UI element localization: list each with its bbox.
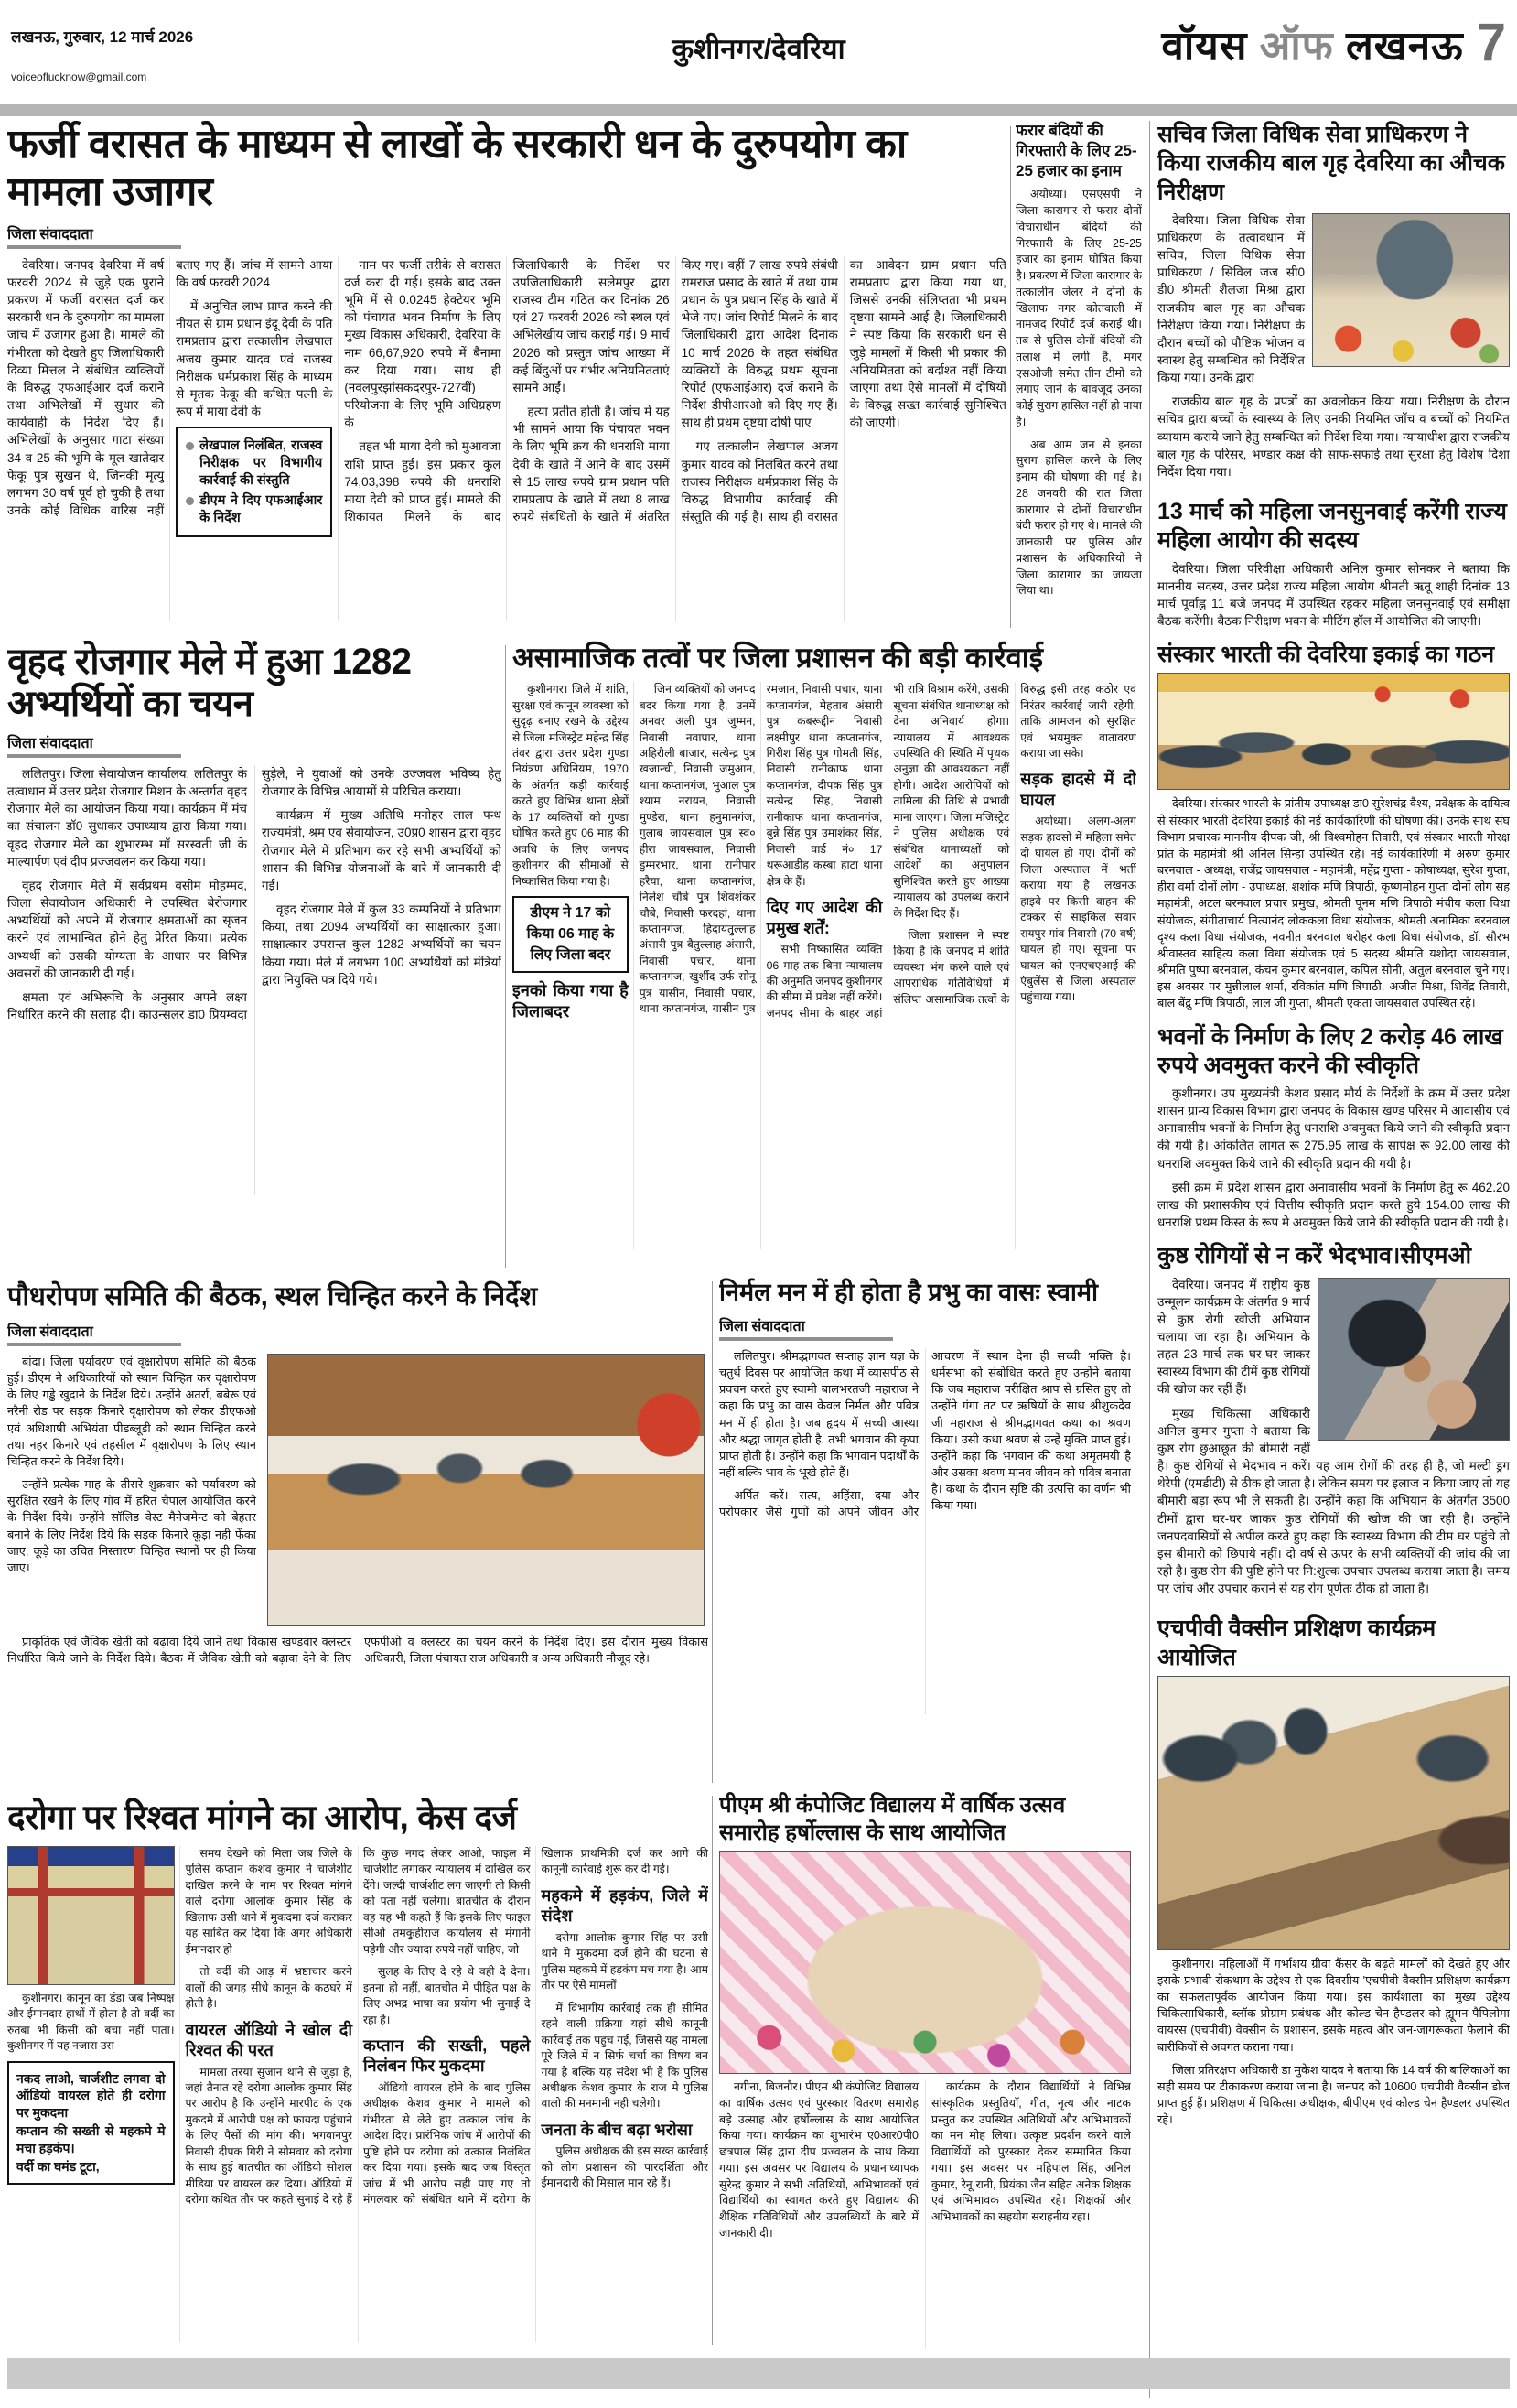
article-paragraph: नाम पर फर्जी तरीके से वरासत दर्ज करा दी गई। इसके बाद उक्त भूमि में से 0.0245 हेक्टेयर भूमि को पंचायत भवन निर्माण के लिए मुख्य विकास अधिकारी, देवरिया के नाम 66,67,920 रुपये में बैनामा कर दिया गया। साथ ही (नवलपुरझांसकदरपुर-727वीं) परियोजना के लिए भूमि अधिग्रहण के	[344, 257, 501, 430]
article-paragraph: वृहद रोजगार मेले में सर्वप्रथम वसीम मोहम्मद, जिला सेवायोजन अधिकारी ने उपस्थित बेरोजगार अभ्यर्थियों को अपने में रोजगार क्षमताओं का सृजन करने एवं लाभान्वित होने हेतु प्रेरित किया। प्रत्येक अभ्यर्थी को उसकी योग्यता के आधार पर विभिन्न अवसरों की जानकारी दी गई।	[7, 878, 247, 980]
article-gunda	[512, 641, 1136, 1270]
footer-rule	[7, 2358, 1510, 2389]
article-paragraph: देवरिया। जिला परिवीक्षा अधिकारी अनिल कुमार सोनकर ने बताया कि माननीय सदस्य, उत्तर प्रदेश राज्य महिला आयोग श्रीमती ऋतू शाही दिनांक 13 मार्च पूर्वाह्न 11 बजे जनपद में उपस्थित रहकर महिला जनसुनवाई एवं समीक्षा बैठक करेंगी। बैठक निरीक्षण भवन के मीटिंग हॉल में आयोजित की जाएगी।	[1157, 561, 1510, 629]
article-paragraph: ऑडियो वायरल होने के बाद पुलिस अधीक्षक केशव कुमार ने मामले को गंभीरता से लेते हुए तत्काल जांच के आदेश दिए। प्रारंभिक जांच में आरोपों की पुष्टि होने पर दरोगा को तत्काल निलंबित कर दिया गया। इसके बाद जब विस्तृत जांच में भी आरोप सही पाए गए तो मंगलवार को संबंधित थाने में दरोगा के खिलाफ प्राथमिकी दर्ज कर आगे की कानूनी कार्रवाई शुरू कर दी गई।	[363, 1847, 708, 2207]
subheadline: दिए गए आदेश की प्रमुख शर्तें:	[766, 898, 883, 937]
article-paragraph: नगीना, बिजनौर। पीएम श्री कंपोजिट विद्यालय का वार्षिक उत्सव एवं पुरस्कार वितरण समारोह बड़े उत्साह और हर्षोल्लास के साथ आयोजित किया गया। कार्यक्रम का शुभारंभ ए0आर0पी0 छत्रपाल सिंह द्वारा दीप प्रज्वलन के साथ किया गया। इस अवसर पर विद्यालय के प्रधानाध्यापक सुरेन्द्र कुमार ने सभी अतिथियों, अभिभावकों एवं विद्यार्थियों का स्वागत करते हुए विद्यालय की शैक्षिक गतिविधियों और उपलब्धियों के बारे में जानकारी दी।	[719, 2080, 919, 2240]
section-title: कुशीनगर/देवरिया	[672, 33, 845, 65]
page-number: 7	[1476, 13, 1506, 72]
article-paragraph: तो वर्दी की आड़ में भ्रष्टाचार करने वालों की जगह सीधे कानून के कठघरे में होती है।	[185, 1965, 352, 2011]
police-station-photo	[7, 1846, 175, 1985]
article-paragraph: देवरिया। संस्कार भारती के प्रांतीय उपाध्यक्ष डा0 सुरेशचंद्र वैश्य, प्रवेक्षक के दायित्व से संस्कार भारती देवरिया इकाई की नई कार्यकारिणी की घोषणा की। उनके साथ संघ विभाग प्रचारक माननीय दीपक जी, श्री विश्वमोहन तिवारी, एवं संस्कार भारती गोरक्ष प्रांत के महामंत्री श्री अनिल सिन्हा उपस्थित रहे। नई कार्यकारिणी में अरुण कुमार बरनवाल - अध्यक्ष, राजेंद्र जायसवाल - महामंत्री, महेंद्र गुप्ता - कोषाध्यक्ष, सुरेश गुप्ता, हीरा वर्मा दोनों लोग - उपाध्यक्ष, शशांक मणि त्रिपाठी, कृष्णमोहन गुप्ता दोनों लोग सह महामंत्री, अटल बरनवाल प्रचार प्रमुख, श्रीमती पूनम मणि त्रिपाठी मंचीय कला विधा संयोजक, संगीताचार्य नित्यानंद लोककला विधा संयोजक, श्रीमती अनामिका बरनवाल दृश्य कला विधा संयोजक, नवनीत बरनवाल धरोहर कला विधा संयोजक, डॉ. सौरभ श्रीवास्तव साहित्य कला विधा संयोजक एवं 5 सदस्य श्रीमति यशोदा जायसवाल, श्रीमति पुष्पा बरनवाल, कंचन कुमार बरनवाल, कपिल सोनी, अतुल बरनवाल चुने गए। इस अवसर पर मुन्नीलाल शर्मा, रविकांत मणि त्रिपाठी, अजीत मिश्रा, शिवेंद्र तिवारी, बाल बेंद्रु मणि त्रिपाठी, लाल जी गुप्ता, श्रीमती एकता जायसवाल उपस्थित रहे।	[1157, 796, 1510, 1010]
byline-rule	[7, 1343, 181, 1346]
highlight-box: डीएम ने 17 को किया 06 माह के लिए जिला बदर	[512, 896, 629, 973]
subheadline: कप्तान की सख्ती, पहले निलंबन फिर मुकदमा	[363, 2035, 531, 2076]
sanskar-photo	[1157, 673, 1510, 790]
article-paragraph: देवरिया। जनपद में राष्ट्रीय कुष्ठ उन्मूलन कार्यक्रम के अंतर्गत 9 मार्च से कुष्ठ रोगी खोजी अभियान चलाया जा रहा है। अभियान के तहत 23 मार्च तक घर-घर जाकर स्वास्थ्य विभाग की टीमें कुष्ठ रोगियों की खोज कर रहीं हैं।	[1157, 1277, 1310, 1397]
byline: जिला संवाददाता	[7, 1324, 93, 1340]
article-funds	[1157, 1023, 1510, 1232]
highlight-item: लेखपाल निलंबित, राजस्व निरीक्षक पर विभागीय कार्रवाई की संस्तुति	[186, 437, 322, 490]
highlight-box	[176, 427, 332, 537]
leprosy-photo	[1318, 1278, 1510, 1441]
article-paragraph: जिला प्रतिरक्षण अधिकारी डा मुकेश यादव ने बताया कि 14 वर्ष की बालिकाओं का सही समय पर टीकाकरण कराया जाना है। जनपद को 10600 एचपीवी वैक्सीन डोज प्राप्त हुई हैं। प्रशिक्षण में चिकित्सा अधीक्षक, बीपीएम एवं कोल्ड चेन हैण्डलर उपस्थित रहे।	[1157, 2062, 1510, 2127]
article-paragraph: जिला प्रशासन ने स्पष्ट किया है कि जनपद में शांति व्यवस्था भंग करने वाले एवं आपराधिक गतिविधियों में संलिप्त असामाजिक तत्वों के विरुद्ध इसी तरह कठोर एवं निरंतर कार्रवाई जारी रहेगी, ताकि आमजन को सुरक्षित एवं भयमुक्त वातावरण कराया जा सके।	[893, 683, 1136, 1006]
article-rojgar	[7, 641, 501, 1270]
contact-email: voiceoflucknow@gmail.com	[11, 70, 147, 83]
page-header	[11, 9, 1506, 101]
date-line: लखनऊ, गुरुवार, 12 मार्च 2026	[11, 28, 194, 46]
headline: पौधरोपण समिति की बैठक, स्थल चिन्हित करने के निर्देश	[7, 1282, 538, 1312]
inspection-photo	[1312, 213, 1510, 367]
masthead	[1161, 13, 1506, 72]
article-paragraph: इसी क्रम में प्रदेश शासन द्वारा अनावासीय भवनों के निर्माण हेतु रू 462.20 लाख की प्रशासकीय एवं वित्तीय स्वीकृति प्रदान करते हुये 154.00 लाख की धनराशि प्रथम किस्त के रूप मे अवमुक्त किये जाने की स्वीकृति प्रदान की गयी है।	[1157, 1180, 1510, 1230]
article-paragraph: अयोध्या। अलग-अलग सड़क हादसों में महिला समेत दो घायल हो गए। दोनों को जिला अस्पताल में भर्ती कराया गया है। लखनऊ हाइवे पर किसी वाहन की टक्कर से साइकिल सवार रायपुर गांव निवासी (70 वर्ष) घायल हो गए। सूचना पर घायल को एनएचएआई की एंबुलेंस से जिला अस्पताल पहुंचाया गया।	[1020, 815, 1136, 1004]
article-sanskar	[1157, 641, 1510, 1011]
byline: जिला संवाददाता	[7, 226, 93, 243]
article-nirmal	[719, 1278, 1131, 1787]
masthead-word-3: लखनऊ	[1345, 24, 1464, 69]
article-lead	[7, 121, 1006, 632]
article-paragraph: वृहद रोजगार मेले में कुल 33 कम्पनियों ने प्रतिभाग किया, तथा 2094 अभ्यर्थियों का साक्षात्कार हुआ। साक्षात्कार उपरान्त कुल 1282 अभ्यर्थियों का चयन किया गया। मेले में लगभग 100 अभ्यर्थियों को मंत्रियों द्वारा नियुक्ति पत्र दिये गये।	[262, 902, 501, 987]
article-paragraph: अब आम जन से इनका सुराग हासिल करने के लिए इनाम की घोषणा की गई है। 28 जनवरी की रात जिला कारागार से दोनों विचाराधीन बंदी फरार हो गए थे। मामले की जानकारी पर पुलिस और प्रशासन के अधिकारियों ने जिला कारागार का जायजा लिया था।	[1016, 437, 1142, 598]
headline: असामाजिक तत्वों पर जिला प्रशासन की बड़ी कार्रवाई	[512, 642, 1043, 674]
article-leprosy	[1157, 1242, 1510, 1604]
article-paragraph: में अनुचित लाभ प्राप्त करने की नीयत से ग्राम प्रधान इंदू देवी के पति रामप्रताप द्वारा तत्कालीन लेखपाल अजय कुमार यादव एवं राजस्व निरीक्षक धर्मप्रकाश सिंह के माध्यम से मृतक फेकू की कथित पत्नी के रूप में माया देवी के	[176, 299, 333, 419]
article-paragraph: मुख्य चिकित्सा अधिकारी अनिल कुमार गुप्ता ने बताया कि कुष्ठ रोग छुआछूत की बीमारी नहीं है। कुष्ठ रोगियों से भेदभाव न करें। यह आम रोगों की तरह ही है, जो मल्टी ड्रग थेरेपी (एमडीटी) से ठीक हो जाता है। लेकिन समय पर इलाज न किया जाए तो यह बीमारी बड़ा रूप भी ले सकती है। उन्होंने कहा कि अभियान के अंतर्गत 3500 टीमों द्वारा घर-घर जाकर कुष्ठ रोगियों की खोज की जा रही है। उन्होंने जनपदवासियों से अपील करते हुए कहा कि स्वास्थ्य विभाग की टीम घर पहुंचे तो इस बीमारी को छिपाये नहीं। दो वर्ष से ऊपर के सभी व्यक्तियों की जांच की जा रही है। कुष्ठ रोग की पुष्टि होने पर नि:शुल्क उपचार उपलब्ध कराया जाता है। समय पर जांच और उपचार कराने से यह रोग पूर्णतः ठीक हो जाता है।	[1157, 1406, 1510, 1596]
article-paragraph: सुलह के लिए दे रहे थे वही दे देना। इतना ही नहीं, बातचीत में पीड़ित पक्ष के लिए अभद्र भाषा का प्रयोग भी सुनाई दे रहा है।	[363, 1965, 531, 2026]
article-paragraph: देवरिया। जनपद देवरिया में वर्ष फरवरी 2024 से जुड़े एक पुराने प्रकरण में फर्जी वरासत दर्ज कर सरकारी धन के दुरुपयोग का मामला जांच में उजागर हुआ है। मामले की गंभीरता को देखते हुए जिलाधिकारी दिव्या मित्तल ने संबंधित व्यक्तियों के विरुद्ध एफआईआर दर्ज कराने तथा अभिलेखों में सुधार की कार्यवाही के निर्देश दिए हैं। अभिलेखों के अनुसार गाटा संख्या 34 व 25 की भूमि के मूल खातेदार फेकू पुत्र सुखन थे, जिनकी मृत्यु लगभग 30 वर्ष पूर्व हो चुकी है तथा उनके कोई विधिक वारिस नहीं बताए गए हैं। जांच में सामने आया कि वर्ष फरवरी 2024	[7, 257, 333, 517]
article-hpv	[1157, 1614, 1510, 2128]
article-paragraph: जिन व्यक्तियों को जनपद बदर किया गया है, उनमें अनवर अली पुत्र जुम्मन, निवासी नवापार, थाना अहिरौली बाजार, सत्येन्द्र पुत्र खजान्ची, निवासी जमुआन, थाना कप्तानगंज, भुआल पुत्र श्याम नरायन, निवासी मुण्डेरा, थाना हनुमानगंज, गुलाब जायसवाल पुत्र स्व० हीरा जायसवाल, निवासी डुम्मरभार, थाना रानीपार हरैया, थाना कप्तानगंज, निलेश चौबे पुत्र शिवशंकर चौबे, निवासी फरदहां, थाना कप्तानगंज, हिदायतुल्लाह अंसारी पुत्र बैतुल्लाह अंसारी, निवासी पचार, थाना कप्तानगंज, खुर्शीद उर्फ सोनू पुत्र यासीन, निवासी पचार, थाना कप्तानगंज, यासीन पुत्र रमजान, निवासी पचार, थाना कप्तानगंज, मेहताब अंसारी पुत्र कबरूद्दीन निवासी लक्ष्मीपुर थाना कप्तानगंज, गिरीश सिंह पुत्र गोमती सिंह, निवासी रानीकाफ थाना कप्तानगंज, दीपक सिंह पुत्र सत्येन्द्र सिंह, निवासी रानीकाफ थाना कप्तानगंज, बुन्ने सिंह पुत्र उमाशंकर सिंह, निवासी वार्ड नं० 17 थरूआडीह कस्बा हाटा थाना क्षेत्र के हैं।	[639, 683, 883, 1016]
masthead-title	[1161, 16, 1463, 71]
hpv-photo	[1157, 1676, 1510, 1950]
bullet-icon	[186, 497, 194, 505]
article-paragraph: सभी निष्कासित व्यक्ति 06 माह तक बिना न्यायालय की अनुमति जनपद कुशीनगर की सीमा में प्रवेश नहीं करेंगे। जनपद सीमा के बाहर जहां भी रात्रि विश्राम करेंगे, उसकी सूचना संबंधित थानाध्यक्ष को देना अनिवार्य होगा। न्यायालय में आवश्यक उपस्थिति की स्थिति में पृथक अनुज्ञा की आवश्यकता नहीं होगी। आदेश आरोपियों को तामिला की तिथि से प्रभावी माना जाएगा। जिला मजिस्ट्रेट ने पुलिस अधीक्षक एवं संबंधित थानाध्यक्षों को आदेशों का अनुपालन सुनिश्चित करते हुए आख्या न्यायालय को उपलब्ध कराने के निर्देश दिए हैं।	[766, 683, 1010, 1020]
headline: फर्जी वरासत के माध्यम से लाखों के सरकारी धन के दुरुपयोग का मामला उजागर	[7, 122, 907, 214]
article-paragraph: क्षमता एवं अभिरूचि के अनुसार अपने लक्ष्य निर्धारित करने की सलाह दी। काउन्सलर डा0 प्रियम्वदा सुड़ेले, ने युवाओं को उनके उज्जवल भविष्य हेतु रोजगार के विभिन्न आयामों से परिचित कराया।	[7, 767, 501, 1022]
masthead-word-2: ऑफ	[1259, 24, 1334, 69]
article-paragraph: हत्या प्रतीत होती है। जांच में यह भी सामने आया कि पंचायत भवन के लिए भूमि क्रय की धनराशि माया देवी के खाते में आने के बाद उसमें से 15 लाख रुपये ग्राम प्रधान पति रामप्रताप के खाते में तथा 8 लाख रुपये संबंधितों के खाते में अंतरित किए गए। वहीं 7 लाख रुपये संबंधी रामराज प्रसाद के खाते में तथा ग्राम प्रधान के पुत्र प्रधान सिंह के खाते में भेजे गए। जांच रिपोर्ट मिलने के बाद जिलाधिकारी द्वारा आदेश दिनांक 10 मार्च 2026 के तहत संबंधित व्यक्तियों के विरुद्ध प्रथम सूचना रिपोर्ट (एफआईआर) दर्ज कराने के निर्देश डीपीआरओ को दिए गए हैं। साथ ही प्रथम दृष्टया दोषी पाए	[512, 257, 838, 524]
article-paragraph: ललितपुर। जिला सेवायोजन कार्यालय, ललितपुर के तत्वाधान में उत्तर प्रदेश रोजगार मिशन के अन्तर्गत वृहद रोजगार मेले का आयोजन किया गया। कार्यक्रम में मंच का संचालन डॉ0 सुधाकर उपाध्याय द्वारा किया गया। वृहद रोजगार मेले का शुभारम्भ मॉ सरस्वती जी के माल्यार्पण एवं दीप प्रज्जवलन कर किया गया।	[7, 767, 247, 869]
byline-rule	[719, 1337, 893, 1341]
byline: जिला संवाददाता	[7, 736, 93, 751]
subheadline: वायरल ऑडियो ने खोल दी रिश्वत की परत	[185, 2020, 352, 2060]
article-paragraph: में विभागीय कार्रवाई तक ही सीमित रहने वाली प्रक्रिया यहां सीधे कानूनी कार्रवाई तक पहुंच गई, जिससे यह मामला पूरे जिले में न सिर्फ चर्चा का विषय बन गया है बल्कि यह संदेश भी है कि पुलिस अधीक्षक केशव कुमार के राज मे पुलिस वालो की मनमानी नही चलेगी।	[541, 2001, 708, 2111]
headline: फरार बंदियों की गिरफ्तारी के लिए 25-25 हजार का इनाम	[1016, 122, 1137, 180]
article-paragraph: दरोगा आलोक कुमार सिंह पर उसी थाने मे मुकदमा दर्ज होने की घटना से पुलिस महकमे में हड़कंप मच गया है। आम तौर पर ऐसे मामलों	[541, 1930, 708, 1992]
article-paragraph: तहत भी माया देवी को मुआवजा राशि प्राप्त हुई। इस प्रकार कुल 74,03,398 रुपये की धनराशि माया देवी को प्राप्त हुई। मामले की शिकायत मिलने के बाद जिलाधिकारी के निर्देश पर उपजिलाधिकारी सलेमपुर द्वारा राजस्व टीम गठित कर दिनांक 26 एवं 27 फरवरी 2026 को स्थल एवं अभिलेखीय जांच कराई गई। 9 मार्च 2026 को प्रस्तुत जांच आख्या में कई बिंदुओं पर गंभीर अनियमितताएं सामने आईं।	[344, 257, 670, 524]
headline: वृहद रोजगार मेले में हुआ 1282 अभ्यर्थियों का चयन	[7, 642, 412, 724]
article-bribe	[7, 1792, 708, 2349]
school-photo	[719, 1851, 1131, 2074]
column-divider	[712, 1796, 713, 2345]
highlight-box	[7, 2061, 175, 2185]
subheadline: इनको किया गया है जिलाबदर	[512, 981, 629, 1020]
article-paragraph: ललितपुर। श्रीमद्भागवत सप्ताह ज्ञान यज्ञ के चतुर्थ दिवस पर आयोजित कथा में व्यासपीठ से प्रवचन करते हुए स्वामी बालभरतजी महाराज ने कहा कि प्रभु का वास केवल निर्मल और पवित्र मन में ही होता है। जब हृदय में सच्ची आस्था और श्रद्धा जागृत होती है, तभी भगवान की कृपा प्राप्त होती है। उन्होंने कहा कि भगवान पदार्थों के नहीं बल्कि भाव के भूखे होते हैं।	[719, 1348, 919, 1480]
byline-rule	[7, 245, 181, 249]
article-paragraph: समय देखने को मिला जब जिले के पुलिस कप्तान केशव कुमार ने चार्जशीट दाखिल करने के नाम पर रिश्वत मांगने वाले दरोगा आलोक कुमार सिंह के खिलाफ उसी थाने में मुकदमा दर्ज कराकर यह साबित कर दिया कि अगर अधिकारी ईमानदार हो	[185, 1847, 352, 1956]
article-reward	[1016, 121, 1142, 632]
article-hearing	[1157, 498, 1510, 630]
article-paragraph: देवरिया। जिला विधिक सेवा प्राधिकरण के तत्वावधान में सचिव, जिला विधिक सेवा प्राधिकरण / सिविल जज सी0 डी0 श्रीमती शैलजा मिश्रा द्वारा राजकीय बाल गृह का औचक निरीक्षण किया गया। निरीक्षण के दौरान बच्चों को पौष्टिक भोजन व स्वास्थ हेतु सम्बन्धित को निर्देशित किया गया। उनके द्वारा	[1157, 212, 1305, 385]
headline: पीएम श्री कंपोजिट विद्यालय में वार्षिक उत्सव समारोह हर्षोल्लास के साथ आयोजित	[719, 1793, 1066, 1845]
article-inspection	[1157, 121, 1510, 487]
article-paragraph: कार्यक्रम में मुख्य अतिथि मनोहर लाल पन्थ राज्यमंत्री, श्रम एव सेवायोजन, उ0प्र0 शासन द्वारा वृहद रोजगार मेले में प्रतिभाग कर रहे सभी अभ्यर्थियों को शासन की विभिन्न योजनाओं के बारे में जानकारी दी गई।	[262, 808, 501, 892]
article-paragraph: पुलिस अधीक्षक की इस सख्त कार्रवाई को लोग प्रशासन की पारदर्शिता और ईमानदारी की मिसाल मान रहे हैं।	[541, 2144, 708, 2190]
headline: दरोगा पर रिश्वत मांगने का आरोप, केस दर्ज	[7, 1798, 517, 1836]
subheadline: महकमे में हड़कंप, जिले में संदेश	[541, 1885, 708, 1926]
headline: निर्मल मन में ही होता है प्रभु का वासः स्वामी	[719, 1279, 1099, 1306]
article-paragraph: मामला तरया सुजान थाने से जुड़ा है, जहां तैनात रहे दरोगा आलोक कुमार सिंह पर आरोप है कि उन्होंने मारपीट के एक मुकदमे में आरोपी पक्ष को फायदा पहुंचाने के लिए पैसों की मांग की। भगवानपुर निवासी दीपक गिरी ने सोमवार को दरोगा के साथ हुई बातचीत का ऑडियो सोशल मीडिया पर वायरल कर दिया। ऑडियो में दरोगा कथित तौर पर कहते सुनाई दे रहे हैं कि कुछ नगद लेकर आओ, फाइल में चार्जशीट लगाकर न्यायालय में दाखिल कर देंगे। जल्दी चार्जशीट लग जाएगी तो किसी को पता नहीं चलेगा। बातचीत के दौरान वह यह भी कहते हैं कि इसके लिए फाइल सीओ तमकुहीराज कार्यालय से मंगानी पड़ेगी और ज्यादा रुपये नहीं चाहिए, जो	[185, 1847, 531, 2207]
article-paragraph: अयोध्या। एसएसपी ने जिला कारागार से फरार दोनों विचाराधीन बंदियों की गिरफ्तारी के लिए 25-25 हजार का इनाम घोषित किया है। प्रकरण में जिला कारागार के तत्कालीन जेलर ने दोनों के खिलाफ नगर कोतवाली में नामजद रिपोर्ट दर्ज कराई थी। तब से पुलिस दोनों बंदियों की तलाश में लगी है, मगर एसओजी समेत तीन टीमों को लगाए जाने के बावजूद उनका कोई सुराग हासिल नहीं हो पाया है।	[1016, 188, 1142, 428]
column-divider	[712, 1281, 713, 1783]
headline: सचिव जिला विधिक सेवा प्राधिकरण ने किया राजकीय बाल गृह देवरिया का औचक निरीक्षण	[1157, 122, 1505, 205]
article-paragraph: अर्पित करें। सत्य, अहिंसा, दया और परोपकार जैसे गुणों को अपने जीवन और आचरण में स्थान देना ही सच्ची भक्ति है। धर्मसभा को संबोधित करते हुए उन्होंने बताया कि जब महाराज परीक्षित श्राप से ग्रसित हुए तो उन्होंने गंगा तट पर ऋषियों के साथ श्रीशुकदेव जी महाराज से श्रीमद्भागवत कथा का श्रवण किया। उसी कथा श्रवण से उन्हें मुक्ति प्राप्त हुई। उन्होंने कहा कि भगवान की कथा अमृतमयी है और उसका श्रवण मानव जीवन को पवित्र बनाता है। कथा के दौरान सृष्टि की उत्पत्ति का वर्णन भी किया गया।	[719, 1348, 1131, 1519]
right-column	[1149, 121, 1510, 2398]
headline: संस्कार भारती की देवरिया इकाई का गठन	[1157, 642, 1495, 668]
subheadline: जनता के बीच बढ़ा भरोसा	[541, 2120, 693, 2139]
article-paragraph: उन्होंने प्रत्येक माह के तीसरे शुक्रवार को पर्यावरण को सुरक्षित रखने के लिए गॉव में हरित चैपाल आयोजित करने के निर्देश दिये। उन्होंने सॉलिड वेस्ट मैनेजमेन्ट को बेहतर बनाने के लिए निर्देश दिये कि सड़क किनारे कूड़ा नही फेंका जाए, कूड़े का उचित निस्तारण चिन्हित स्थानों पर ही किया जाए।	[7, 1477, 256, 1574]
column-divider	[505, 645, 506, 1268]
highlight-item: डीएम ने दिए एफआईआर के निर्देश	[186, 492, 322, 527]
headline: एचपीवी वैक्सीन प्रशिक्षण कार्यक्रम आयोजित	[1157, 1615, 1436, 1670]
byline-rule	[7, 754, 181, 758]
article-paragraph: बांदा। जिला पर्यावरण एवं वृक्षारोपण समिति की बैठक हुई। डीएम ने अधिकारियों को स्थान चिन्हित कर वृक्षारोपण के लिए गड्ढे खुदाने के निर्देश दिये। उन्होंने अतर्रा, बबेरू एवं नरैनी रोड पर सड़क किनारे वृक्षारोपण को लेकर डीएफओ एवं अधिशाषी अभियंता पीडब्लूडी को स्थान चिन्हित करने तथा नहर किनारे एवं तहसील में वृक्षारोपण के लिए स्थान चिन्हित करने के निर्देश दिये।	[7, 1355, 256, 1468]
byline: जिला संवाददाता	[719, 1318, 805, 1334]
plantation-photo	[267, 1354, 705, 1626]
column-divider	[1010, 126, 1011, 628]
headline: 13 मार्च को महिला जनसुनवाई करेंगी राज्य महिला आयोग की सदस्य	[1157, 499, 1507, 554]
headline: कुष्ठ रोगियों से न करें भेदभाव।सीएमओ	[1157, 1243, 1472, 1269]
bullet-icon	[186, 442, 194, 450]
article-paragraph: गए तत्कालीन लेखपाल अजय कुमार यादव को निलंबित करने तथा राजस्व निरीक्षक धर्मप्रकाश सिंह के विरुद्ध विभागीय कार्रवाई की संस्तुति की गई है। साथ ही वरासत का आवेदन ग्राम प्रधान पति रामप्रताप द्वारा किया गया था, जिससे उनकी संलिप्तता भी प्रथम दृष्टया सामने आई है। जिलाधिकारी ने स्पष्ट किया कि सरकारी धन से जुड़े मामलों में किसी भी प्रकार की अनियमितता को बर्दाश्त नहीं किया जाएगा तथा ऐसे मामलों में दोषियों के विरुद्ध सख्त कार्रवाई सुनिश्चित की जाएगी।	[681, 257, 1006, 524]
masthead-word-1: वॉयस	[1161, 24, 1248, 69]
header-rule	[0, 104, 1517, 116]
article-paragraph: प्राकृतिक एवं जैविक खेती को बढ़ावा दिये जाने तथा विकास खण्डवार क्लस्टर निर्धारित किये जाने के निर्देश दिये। बैठक में जैविक खेती को बढ़ावा देने के लिए एफपीओ व क्लस्टर का चयन करने के निर्देश दिए। इस दौरान मुख्य विकास अधिकारी, जिला पंचायत राज अधिकारी व अन्य अधिकारी मौजूद रहे।	[7, 1635, 708, 1666]
article-paragraph: कुशीनगर। जिले में शांति, सुरक्षा एवं कानून व्यवस्था को सुदृढ़ बनाए रखने के उद्देश्य से जिला मजिस्ट्रेट महेन्द्र सिंह तंवर द्वारा उत्तर प्रदेश गुण्डा नियंत्रण अधिनियम, 1970 के अंतर्गत कड़ी कार्रवाई करते हुए विभिन्न थाना क्षेत्रों के 17 व्यक्तियों को गुण्डा घोषित करते हुए 06 माह की अवधि के लिए जनपद कुशीनगर की सीमाओं से निष्कासित किया गया है।	[512, 683, 629, 888]
article-paragraph: कुशीनगर। उप मुख्यमंत्री केशव प्रसाद मौर्य के निर्देशों के क्रम में उत्तर प्रदेश शासन ग्राम्य विकास विभाग द्वारा जनपद के विकास खण्ड परिसर में आवासीय एवं अनावासीय भवनों के निर्माण हेतु धनराशि अवमुक्त किये जाने की स्वीकृति प्रदान की गयी है। आंकलित लागत रू 275.95 लाख के सापेक्ष रू 92.00 लाख की धनराशि अवमुक्त किये जाने की स्वीकृति प्रदान की गयी है।	[1157, 1086, 1510, 1171]
highlight-item: कप्तान की सख्ती से महकमे मे मचा हड़कंप।	[16, 2123, 166, 2155]
highlight-item: वर्दी का घमंड टूटा,	[16, 2159, 100, 2175]
subheadline: सड़क हादसे में दो घायल	[1020, 770, 1136, 809]
article-paragraph: कुशीनगर। कानून का डंडा जब निष्पक्ष और ईमानदार हाथों में होता है तो वर्दी का रुतबा भी किसी को बचा नहीं पाता। कुशीनगर में यह नजारा उस	[7, 1992, 175, 2053]
article-paragraph: राजकीय बाल गृह के प्रपत्रों का अवलोकन किया गया। निरीक्षण के दौरान सचिव द्वारा बच्चों के स्वास्थ्य के लिए उनकी नियमित जॉच व बच्चों को नियमित व्यायाम कराये जाने हेतु सम्बन्धित को निर्देश दिया गया। न्यायाधीश द्वारा राजकीय बाल गृह के परिसर, भण्डार कक्ष की साफ-सफाई तथा सुरक्षा हेतु विशेष दिशा निर्देश दिया गया।	[1157, 394, 1510, 479]
highlight-item: नकद लाओ, चार्जशीट लगवा दो ऑडियो वायरल होते ही दरोगा पर मुकदमा	[16, 2070, 166, 2120]
article-plantation	[7, 1278, 708, 1787]
article-paragraph: कुशीनगर। महिलाओं में गर्भाशय ग्रीवा कैंसर के बढ़ते मामलों को देखते हुए और इसके प्रभावी रोकथाम के उद्देश्य से एक दिवसीय 'एचपीवी वैक्सीन प्रशिक्षण कार्यक्रम का सफलतापूर्वक आयोजन किया गया। इस कार्यशाला का मुख्य उद्देश्य चिकित्साधिकारी, ब्लॉक प्रोग्राम प्रबंधक और कोल्ड चेन हैण्डलर को ह्यूमन पैपिलोमा वायरस (एचपीवी) वैक्सीन के प्रशासन, इसके महत्व और जन-जागरूकता फैलाने की बारीकियों से अवगत कराना गया।	[1157, 1956, 1510, 2054]
headline: भवनों के निर्माण के लिए 2 करोड़ 46 लाख रुपये अवमुक्त करने की स्वीकृति	[1157, 1023, 1503, 1078]
article-paragraph: कार्यक्रम के दौरान विद्यार्थियों ने विभिन्न सांस्कृतिक प्रस्तुतियाँ, गीत, नृत्य और नाटक प्रस्तुत कर उपस्थित अतिथियों और अभिभावकों का मन मोह लिया। उत्कृष्ट प्रदर्शन करने वाले विद्यार्थियों को पुरस्कार देकर सम्मानित किया गया। इस अवसर पर महिपाल सिंह, अनिल कुमार, रेनू रानी, प्रियंका जैन सहित अनेक शिक्षक एवं अभिभावक उपस्थित रहे। शिक्षकों और अभिभावकों का सहयोग सराहनीय रहा।	[931, 2080, 1131, 2223]
article-school	[719, 1792, 1131, 2349]
